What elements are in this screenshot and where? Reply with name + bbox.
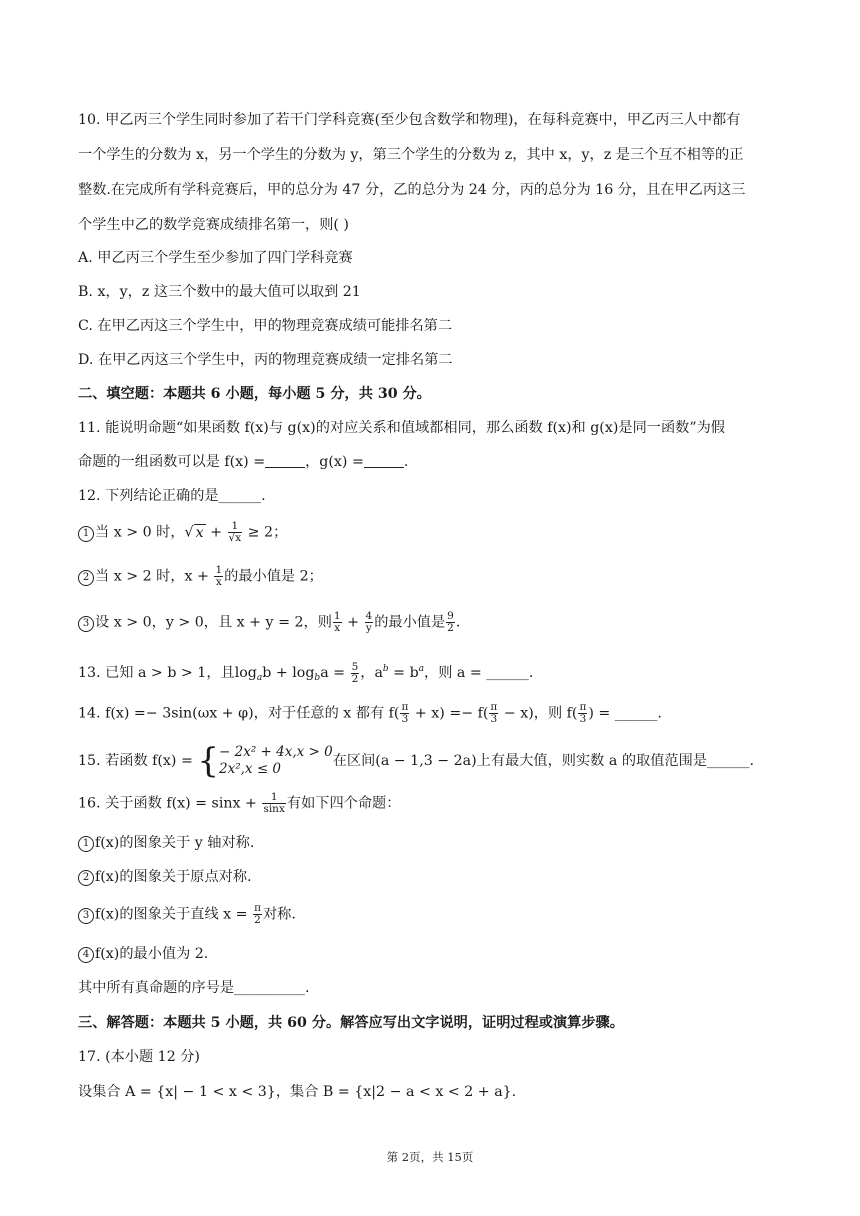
frac-num: 1	[333, 610, 341, 622]
fraction	[262, 792, 285, 815]
fraction	[228, 521, 243, 544]
q16-prop2-text: f(x)的图象关于原点对称.	[95, 869, 252, 885]
frac-den: 2	[447, 622, 454, 634]
q11-blank-g	[364, 454, 404, 468]
exponent-a: a	[418, 664, 425, 674]
frac-num: 4	[365, 610, 373, 622]
fraction	[351, 662, 360, 685]
q16-prop2	[78, 867, 788, 887]
q14-text-c: − x)，则 f(	[499, 705, 578, 722]
q16-tail: 其中所有真命题的序号是__________.	[78, 980, 310, 996]
sqrt-radicand: x	[195, 524, 204, 541]
q13-text-c: a =	[320, 665, 350, 681]
frac-den: √x	[228, 532, 242, 544]
frac-den: x	[334, 622, 341, 634]
frac-num: 5	[351, 660, 359, 673]
frac-num: π	[254, 902, 261, 914]
piecewise-cases	[219, 744, 333, 778]
q16-prop4-text: f(x)的最小值为 2.	[95, 946, 209, 962]
q17-body: 设集合 A = {x| − 1 < x < 3}，集合 B = {x|2 − a < x < 2 + a}.	[78, 1084, 517, 1100]
frac-den: x	[215, 576, 222, 588]
q12-item1-tail: ≥ 2；	[243, 524, 288, 541]
q16-prop3-text: f(x)的图象关于直线 x =	[95, 906, 253, 923]
fraction	[578, 702, 587, 725]
q12-item1-text: 当 x > 0 时，	[95, 524, 185, 541]
q13-text-a: 13. 已知 a > b > 1，且log	[78, 665, 257, 681]
frac-den: 2	[254, 914, 261, 926]
q11-text-c: .	[403, 454, 409, 470]
circled-number-3: 3	[78, 616, 94, 632]
circled-number-1: 1	[78, 836, 94, 852]
q12-item3-mid: 的最小值是	[374, 614, 446, 631]
circled-number-2: 2	[78, 570, 94, 586]
q12-item3-tail: .	[455, 614, 461, 631]
case-1: − 2x² + 4x,x > 0	[219, 744, 333, 760]
fraction	[446, 611, 455, 634]
q16-prop4	[78, 944, 788, 964]
q14-text-a: 14. f(x) =− 3sin(ωx + φ)，对于任意的 x 都有 f(	[78, 705, 400, 722]
frac-den: 3	[401, 713, 409, 725]
frac-den: y	[365, 622, 372, 634]
q10-line4: 个学生中乙的数学竞赛成绩排名第一，则( )	[78, 217, 349, 233]
fraction	[253, 903, 262, 926]
frac-num: π	[490, 701, 498, 713]
log-base-a: a	[256, 673, 263, 683]
left-brace: {	[197, 741, 220, 781]
frac-num: 9	[447, 610, 454, 622]
circled-number-4: 4	[78, 947, 94, 963]
frac-num: π	[579, 701, 587, 713]
fraction	[489, 702, 498, 725]
q10-line2: 一个学生的分数为 x，另一个学生的分数为 y，第三个学生的分数为 z，其中 x，y，z 是三个互不相等的正	[78, 147, 744, 163]
q11-line2	[78, 452, 788, 472]
q12-item2	[78, 565, 788, 588]
q13	[78, 659, 788, 688]
exponent-b: b	[382, 664, 389, 674]
q14	[78, 702, 788, 725]
q11-text-b: ，g(x) =	[305, 454, 364, 470]
frac-den: 3	[490, 713, 498, 725]
circled-number-1: 1	[78, 526, 94, 542]
fraction	[214, 565, 223, 588]
q12-item3-text: 设 x > 0，y > 0，且 x + y = 2，则	[95, 614, 332, 631]
frac-den: 3	[579, 713, 587, 725]
q12-item2-text: 当 x > 2 时，x +	[95, 568, 214, 585]
q16-stem	[78, 792, 788, 815]
frac-num: 1	[262, 792, 285, 804]
frac-den: 2	[351, 672, 359, 685]
q16-text-a: 16. 关于函数 f(x) = sinx +	[78, 795, 262, 812]
q12-item1	[78, 521, 788, 544]
q13-text-e: = b	[388, 665, 419, 681]
frac-den: sinx	[263, 803, 285, 815]
q17-title: 17. (本小题 12 分)	[78, 1049, 200, 1065]
plus: +	[342, 614, 364, 631]
q12-stem: 12. 下列结论正确的是______.	[78, 488, 266, 504]
plus: +	[205, 524, 227, 541]
q11-text-a: 命题的一组函数可以是 f(x) =	[78, 454, 266, 470]
sqrt-symbol: √	[184, 524, 194, 541]
q16-prop3-tail: 对称.	[262, 906, 296, 923]
fraction	[333, 611, 342, 634]
q13-text-d: ，a	[360, 665, 383, 681]
log-base-b: b	[314, 673, 321, 683]
q10-option-b: B. x，y，z 这三个数中的最大值可以取到 21	[78, 284, 361, 300]
frac-num: 1	[215, 564, 223, 576]
q11-line1: 11. 能说明命题“如果函数 f(x)与 g(x)的对应关系和值域都相同，那么函数 f(x)和 g(x)是同一函数”为假	[78, 420, 725, 436]
fraction	[400, 702, 409, 725]
q11-blank-f	[265, 454, 305, 468]
q16-prop3	[78, 903, 788, 926]
q14-text-b: + x) =− f(	[410, 705, 489, 722]
q10-option-c: C. 在甲乙丙这三个学生中，甲的物理竞赛成绩可能排名第二	[78, 318, 453, 334]
q14-text-d: ) = ______.	[588, 705, 662, 722]
q10-line3: 整数.在完成所有学科竞赛后，甲的总分为 47 分，乙的总分为 24 分，丙的总分为 16 分，且在甲乙丙这三	[78, 182, 746, 198]
q15	[78, 743, 788, 779]
q13-text-b: b + log	[262, 665, 315, 681]
q13-text-f: ，则 a = ______.	[424, 665, 534, 681]
q10-option-d: D. 在甲乙丙这三个学生中，丙的物理竞赛成绩一定排名第二	[78, 352, 453, 368]
q10-option-a: A. 甲乙丙三个学生至少参加了四门学科竞赛	[78, 250, 353, 266]
q16-prop1-text: f(x)的图象关于 y 轴对称.	[95, 835, 255, 851]
circled-number-3: 3	[78, 908, 94, 924]
frac-num: π	[401, 701, 409, 713]
q12-item3	[78, 611, 788, 634]
case-2: 2x²,x ≤ 0	[219, 761, 282, 777]
section-fill-in-heading: 二、填空题：本题共 6 小题，每小题 5 分，共 30 分。	[78, 386, 431, 402]
fraction	[365, 611, 374, 634]
q12-item2-tail: 的最小值是 2；	[224, 568, 323, 585]
circled-number-2: 2	[78, 870, 94, 886]
q16-prop1	[78, 833, 788, 853]
q15-text-a: 15. 若函数 f(x) =	[78, 753, 198, 769]
q15-text-b: 在区间(a − 1,3 − 2a)上有最大值，则实数 a 的取值范围是______.	[332, 753, 755, 769]
frac-num: 1	[228, 521, 243, 533]
q16-text-b: 有如下四个命题：	[286, 795, 401, 812]
section-answer-heading: 三、解答题：本题共 5 小题，共 60 分。解答应写出文字说明，证明过程或演算步骤。	[78, 1015, 624, 1031]
q10-line1: 10. 甲乙丙三个学生同时参加了若干门学科竞赛(至少包含数学和物理)，在每科竞赛中，甲乙丙三人中都有	[78, 112, 741, 128]
page-footer: 第 2页，共 15页	[386, 1150, 474, 1164]
